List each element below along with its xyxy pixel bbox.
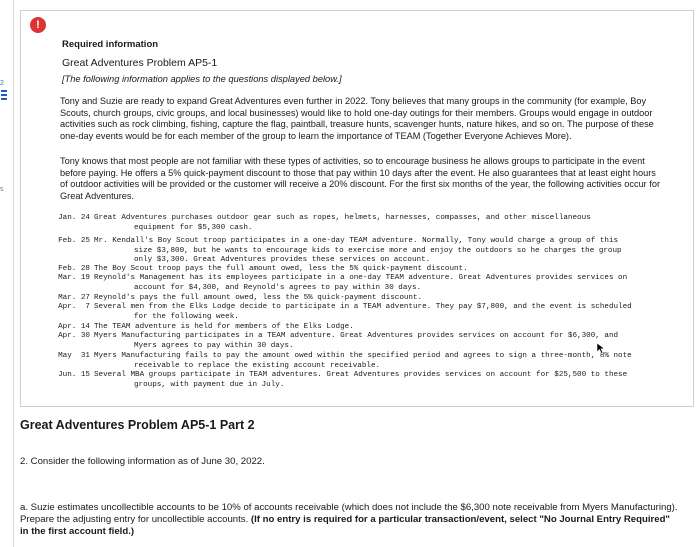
transaction-text: Great Adventures purchases outdoor gear such as ropes, helmets, harnesses, compasses, and other miscellaneous equipment for $5,300 cash. xyxy=(94,214,591,232)
transaction-date: May 31 xyxy=(58,352,90,360)
transaction-text: Reynold's pays the full amount owed, less the 5% quick-payment discount. xyxy=(94,294,423,302)
transaction-text: Myers Manufacturing participates in a TEAM adventure. Great Adventures provides services on account for $6,300, and Myers agrees to pay within 30 days. xyxy=(94,332,619,350)
transaction-date: Feb. 28 xyxy=(58,265,90,273)
instruction-note: [The following information applies to the questions displayed below.] xyxy=(62,74,342,84)
strip-indicator xyxy=(1,90,9,100)
transaction-row xyxy=(50,332,635,351)
transaction-date: Apr. 30 xyxy=(58,332,90,340)
strip-mark-top: 2 xyxy=(0,80,4,87)
transaction-text: The Boy Scout troop pays the full amount owed, less the 5% quick-payment discount. xyxy=(94,265,468,273)
left-strip xyxy=(0,0,14,547)
strip-mark-bottom: s xyxy=(0,186,4,193)
transaction-text: Several men from the Elks Lodge decide to participate in a TEAM adventure. They pay $7,800, and the event is scheduled for the following week. xyxy=(94,303,632,321)
transaction-row xyxy=(50,237,635,266)
transaction-row xyxy=(50,352,635,371)
required-info-label: Required information xyxy=(62,39,159,50)
transaction-row xyxy=(50,214,635,233)
alert-icon: ! xyxy=(30,17,46,33)
transaction-date: Apr. 7 xyxy=(58,303,90,311)
transaction-date: Mar. 27 xyxy=(58,294,90,302)
intro-paragraph: Tony and Suzie are ready to expand Great Adventures even further in 2022. Tony believes that many groups in the community (for example, Boy Scouts, church groups, civic groups, and local businesses) would like to hold one-day outings for their members. Groups would engage in outdoor activities such as rock climbing, fishing, capture the flag, paintball, treasure hunts, scavenger hunts, nature hikes, and so on. The purpose of these one-day events would be for each member of the group to learn the importance of TEAM (Together Everyone Achieves More). xyxy=(60,96,654,141)
transaction-row xyxy=(50,303,635,322)
discount-paragraph: Tony knows that most people are not familiar with these types of activities, so to encourage business he allows groups to participate in the event before paying. He offers a 5% quick-payment discount to those that pay within 10 days after the event. He also guarantees that at least eight hours of outdoor activities will be provided or the customer will receive a 20% discount. For the first six months of the year, the following activities occur for Great Adventures. xyxy=(60,156,661,201)
transaction-text: The TEAM adventure is held for members of the Elks Lodge. xyxy=(94,323,354,331)
transaction-text: Several MBA groups participate in TEAM adventures. Great Adventures provides services on account for $25,500 to these groups, with payment due in July. xyxy=(94,371,628,389)
question-2a-text: a. Suzie estimates uncollectible accounts to be 10% of accounts receivable (which does not include the $6,300 note receivable from Myers Manufacturing). Prepare the adjusting entry for uncollectible accounts. xyxy=(20,502,678,525)
problem-title: Great Adventures Problem AP5-1 xyxy=(62,57,218,69)
part2-heading: Great Adventures Problem AP5-1 Part 2 xyxy=(20,418,255,432)
transaction-text: Myers Manufacturing fails to pay the amount owed within the specified period and agrees to sign a three-month, 8% note receivable to replace the existing account receivable. xyxy=(94,352,632,370)
question-2a xyxy=(20,502,680,538)
question-2a-instruction: (If no entry is required for a particular transaction/event, select "No Journal Entry Required" in the first account field.) xyxy=(20,514,670,537)
transaction-text: Mr. Kendall's Boy Scout troop participates in a one-day TEAM adventure. Normally, Tony would charge a group of this size $3,800, but he wants to encourage kids to exercise more and enjoy the outdoors so he charges the group only $3,300. Great Adventures provides these services on account. xyxy=(94,237,622,264)
transaction-date: Apr. 14 xyxy=(58,323,90,331)
transaction-date: Jan. 24 xyxy=(58,214,90,222)
transaction-date: Mar. 19 xyxy=(58,274,90,282)
mouse-cursor-icon xyxy=(596,342,606,354)
transaction-row xyxy=(50,274,635,293)
transaction-text: Reynold's Management has its employees participate in a one-day TEAM adventure. Great Adventures provides services on account for $4,300, and Reynold's agrees to pay within 30 days. xyxy=(94,274,628,292)
transaction-date: Jun. 15 xyxy=(58,371,90,379)
transaction-date: Feb. 25 xyxy=(58,237,90,245)
question-2: 2. Consider the following information as of June 30, 2022. xyxy=(20,456,265,467)
transaction-row xyxy=(50,371,635,390)
